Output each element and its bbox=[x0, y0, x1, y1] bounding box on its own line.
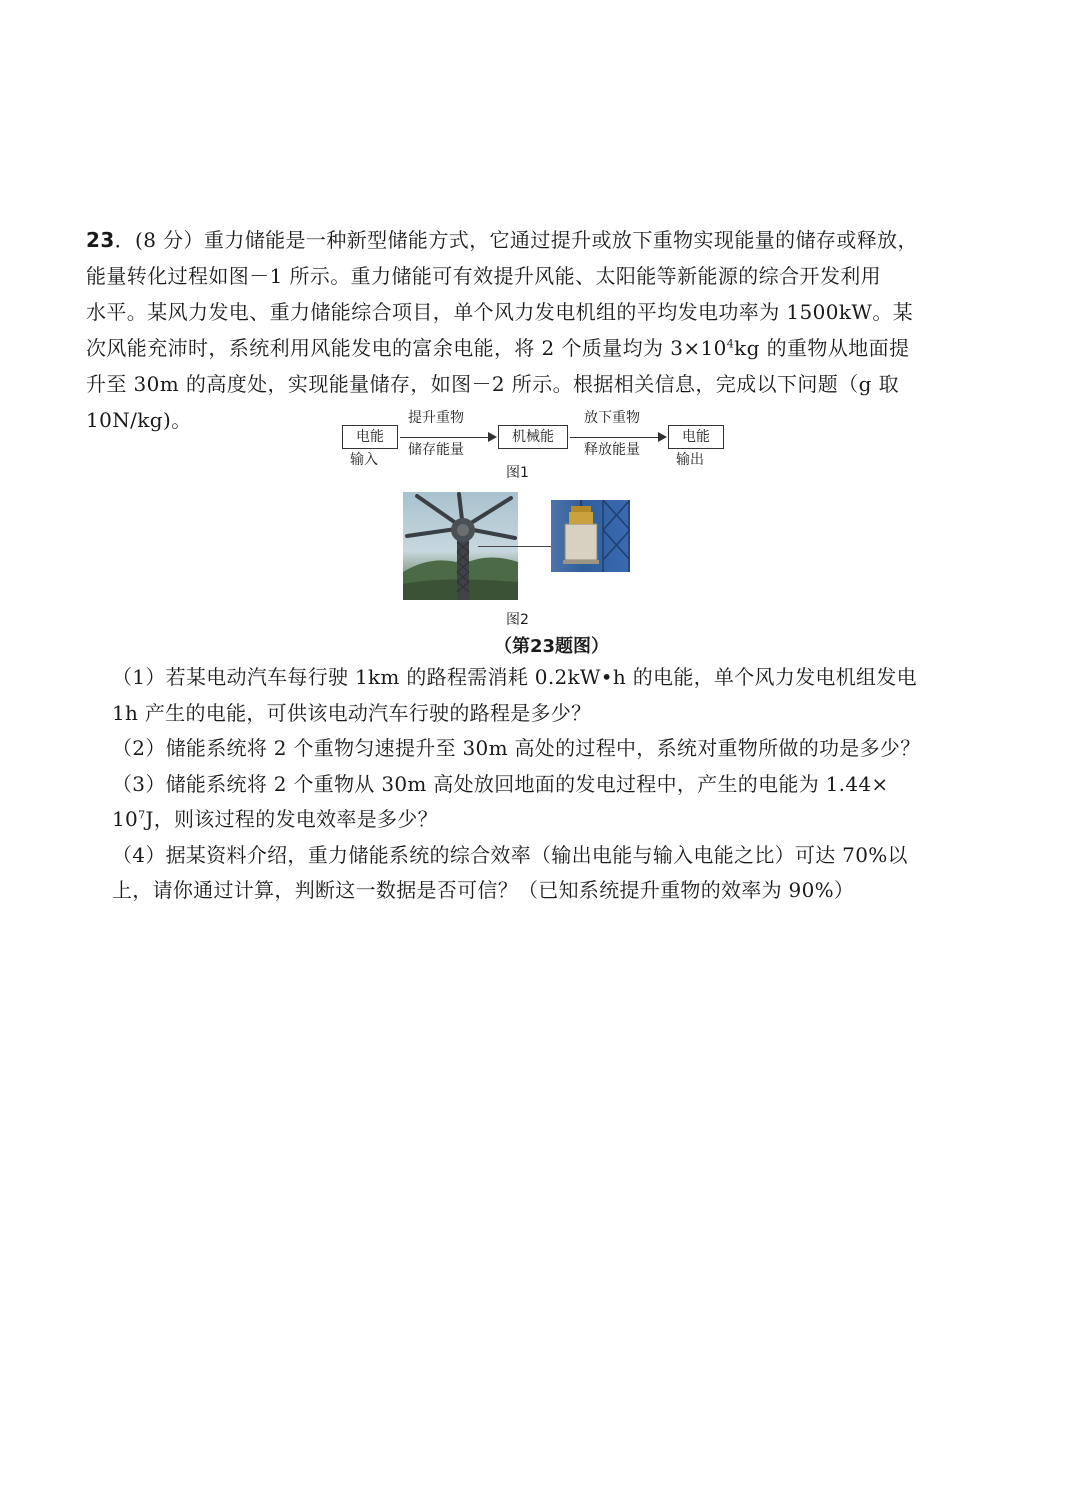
figure-caption: （第23题图） bbox=[494, 636, 610, 657]
weight-block-photo bbox=[551, 500, 630, 572]
intro-line-5: 升至 30m 的高度处，实现能量储存，如图－2 所示。根据相关信息，完成以下问题（g 取 bbox=[86, 372, 899, 396]
arrow-1 bbox=[400, 437, 488, 438]
label-input: 输入 bbox=[350, 452, 378, 468]
label-lift: 提升重物 bbox=[408, 410, 464, 426]
figure-2-caption: 图2 bbox=[506, 612, 529, 628]
arrow-1-head bbox=[488, 432, 497, 442]
label-output: 输出 bbox=[676, 452, 704, 468]
arrow-2 bbox=[570, 437, 658, 438]
intro-line-2: 能量转化过程如图－1 所示。重力储能可有效提升风能、太阳能等新能源的综合开发利用 bbox=[86, 264, 882, 288]
question-number: 23 bbox=[86, 228, 115, 252]
connector-line bbox=[478, 546, 551, 547]
weight-block-illustration bbox=[551, 500, 630, 572]
intro-line-1: 23．(8 分）重力储能是一种新型储能方式，它通过提升或放下重物实现能量的储存或释放， bbox=[86, 228, 918, 252]
exponent: 4 bbox=[726, 337, 735, 351]
box-electric-output: 电能 bbox=[668, 425, 724, 449]
sub-questions bbox=[112, 660, 972, 909]
exponent: 7 bbox=[138, 808, 146, 822]
box-mechanical: 机械能 bbox=[498, 425, 568, 449]
label-release: 释放能量 bbox=[584, 442, 640, 458]
q4-line-1: （4）据某资料介绍，重力储能系统的综合效率（输出电能与输入电能之比）可达 70%以 bbox=[112, 842, 908, 867]
box-electric-input: 电能 bbox=[342, 425, 398, 449]
q1-line-1: （1）若某电动汽车每行驶 1km 的路程需消耗 0.2kW•h 的电能，单个风力发电机组发电 bbox=[112, 665, 917, 689]
intro-line-6: 10N/kg)。 bbox=[86, 408, 192, 432]
label-lower: 放下重物 bbox=[584, 410, 640, 426]
figure-1-flow-diagram bbox=[330, 405, 750, 485]
q3-line-1: （3）储能系统将 2 个重物从 30m 高处放回地面的发电过程中，产生的电能为 1.44× bbox=[112, 771, 889, 796]
label-store: 储存能量 bbox=[408, 442, 464, 458]
q3-line-2: $10^7J$，则该过程的发电效率是多少？ bbox=[112, 807, 438, 831]
intro-line-4: 次风能充沛时，系统利用风能发电的富余电能，将 2 个质量均为 $3\times 10^4kg$ 的重物从地面提 bbox=[86, 336, 910, 360]
q1-line-2: 1h 产生的电能，可供该电动汽车行驶的路程是多少？ bbox=[112, 700, 592, 725]
intro-line-3: 水平。某风力发电、重力储能综合项目，单个风力发电机组的平均发电功率为 1500kW。某 bbox=[86, 300, 914, 324]
arrow-2-head bbox=[658, 432, 667, 442]
q2: （2）储能系统将 2 个重物匀速提升至 30m 高处的过程中，系统对重物所做的功是多少？ bbox=[112, 736, 921, 760]
q4-line-2: 上，请你通过计算，判断这一数据是否可信？（已知系统提升重物的效率为 90%） bbox=[112, 878, 855, 902]
figure-1-caption: 图1 bbox=[506, 465, 529, 481]
